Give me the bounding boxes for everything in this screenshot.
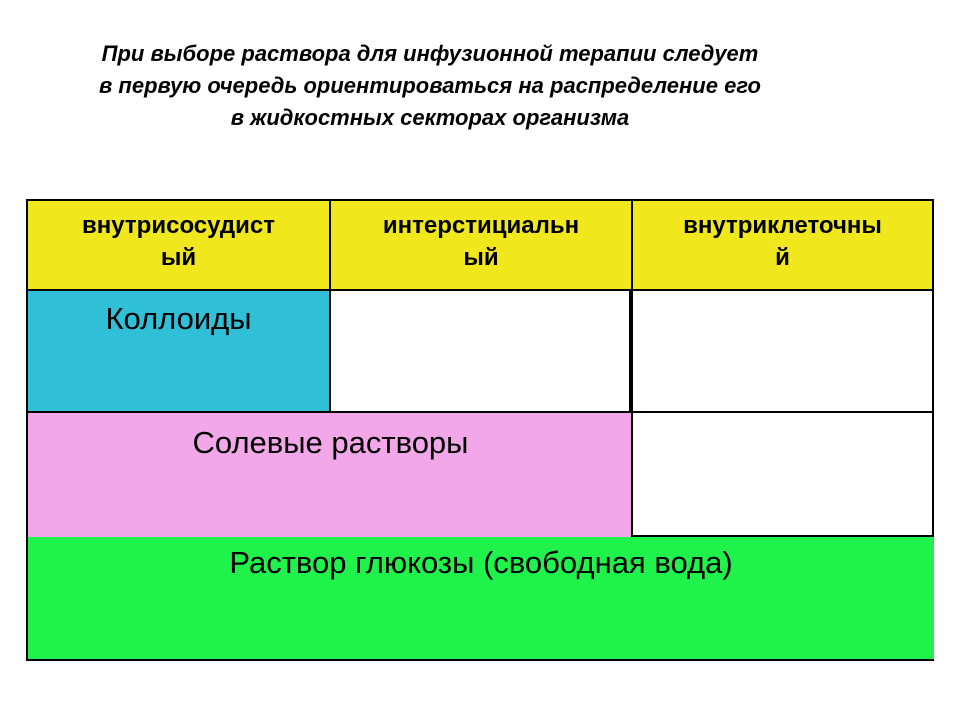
header-intracellular (631, 199, 934, 291)
header-intravascular-line2: ый (160, 244, 197, 271)
empty-cell-intracellular-row2 (631, 413, 934, 537)
header-intracellular-line1: внутриклеточны (683, 212, 882, 239)
glucose-solution-cell: Раствор глюкозы (свободная вода) (26, 537, 934, 661)
header-intravascular (26, 199, 331, 291)
header-interstitial (329, 199, 633, 291)
title-line-3: в жидкостных секторах организма (230, 105, 630, 130)
slide-title (0, 38, 860, 134)
title-line-1: При выборе раствора для инфузионной терапии следует (101, 41, 759, 66)
saline-solutions-cell: Солевые растворы (26, 413, 633, 537)
title-line-2: в первую очередь ориентироваться на распределение его (99, 73, 761, 98)
empty-cell-intracellular-row1 (631, 291, 934, 413)
empty-cell-interstitial-row1 (331, 291, 631, 413)
header-intracellular-line2: й (775, 244, 790, 271)
header-interstitial-line1: интерстициальн (382, 212, 580, 239)
fluid-distribution-table (26, 199, 934, 661)
colloids-cell: Коллоиды (26, 291, 331, 413)
header-interstitial-line2: ый (463, 244, 499, 271)
header-intravascular-line1: внутрисосудист (82, 212, 275, 239)
